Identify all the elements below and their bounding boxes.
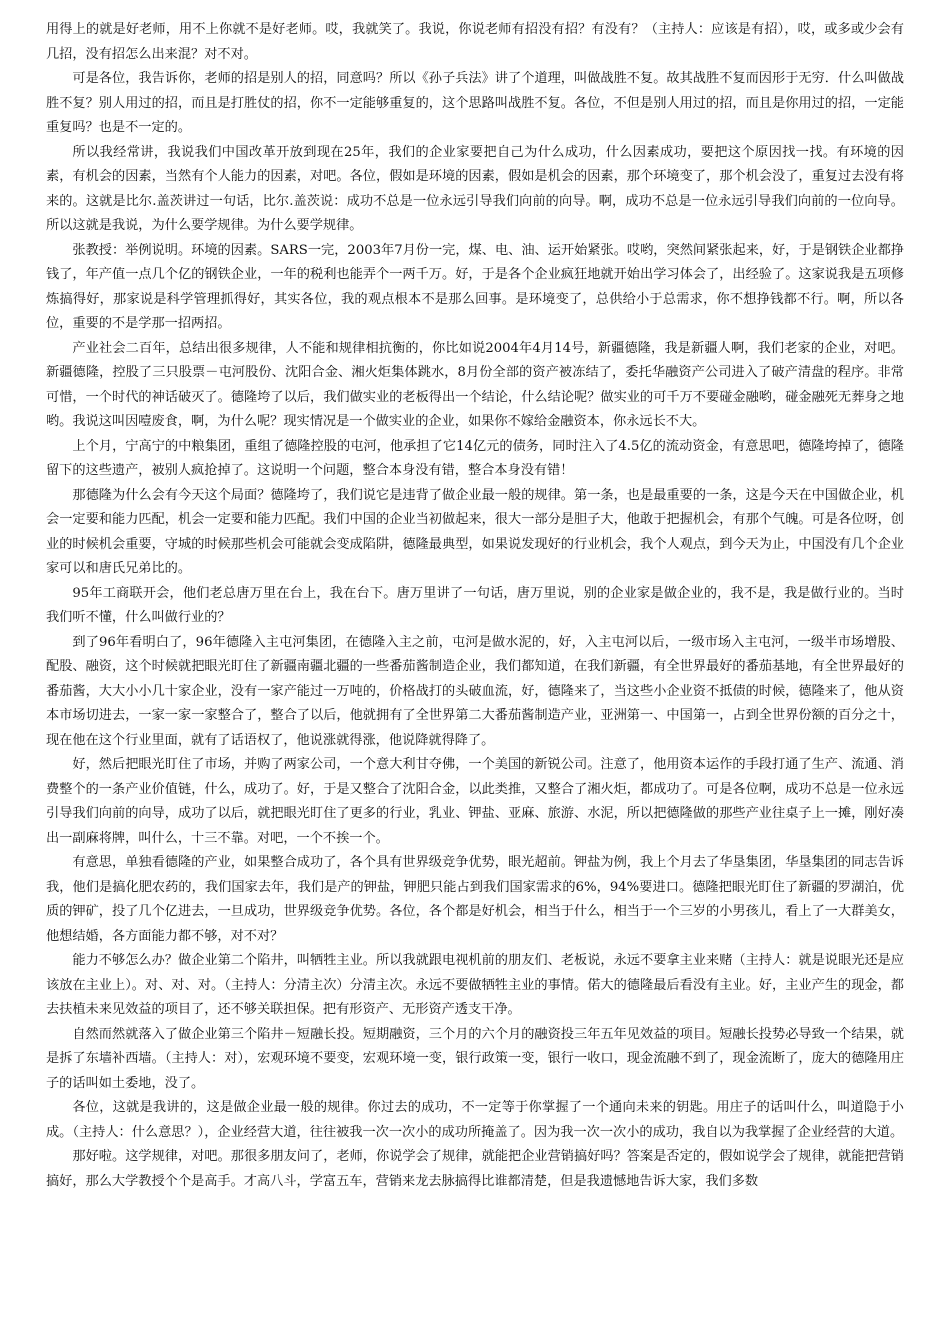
paragraph: 到了96年看明白了，96年德隆入主屯河集团，在德隆入主之前，屯河是做水泥的，好，入主屯河以后，一级市场入主屯河，一级半市场增股、配股、融资，这个时候就把眼光盯住了新疆南疆北疆的一些番茄酱制造企业，我们都知道，在我们新疆，有全世界最好的番茄基地，有全世界最好的番茄酱，大大小小几十家企业，没有一家产能过一万吨的，价格战打的头破血流，好，德隆来了，当这些小企业资不抵债的时候，德隆来了，他从资本市场切进去，一家一家一家整合了，整合了以后，他就拥有了全世界第二大番茄酱制造产业，亚洲第一、中国第一，占到全世界份额的百分之十，现在他在这个行业里面，就有了话语权了，他说涨就得涨，他说降就得降了。: [46, 634, 904, 748]
paragraph: 用得上的就是好老师，用不上你就不是好老师。哎，我就笑了。我说，你说老师有招没有招？有没有？（主持人：应该是有招），哎，或多或少会有几招，没有招怎么出来混？对不对。: [46, 22, 904, 62]
paragraph: 可是各位，我告诉你，老师的招是别人的招，同意吗？所以《孙子兵法》讲了个道理，叫做战胜不复。故其战胜不复而因形于无穷．什么叫做战胜不复？别人用过的招，而且是打胜仗的招，你不一定能够重复的，这个思路叫战胜不复。各位，不但是别人用过的招，而且是你用过的招，一定能重复吗？也是不一定的。: [46, 71, 904, 135]
paragraph: 能力不够怎么办？做企业第二个陷井，叫牺牲主业。所以我就跟电视机前的朋友们、老板说，永远不要拿主业来赌（主持人：就是说眼光还是应该放在主业上）。对、对、对。（主持人：分清主次）分清主次。永远不要做牺牲主业的事情。偌大的德隆最后看没有主业。好，主业产生的现金，都去扶植未来见效益的项目了，还不够关联担保。把有形资产、无形资产透支干净。: [46, 953, 904, 1017]
paragraph: 自然而然就落入了做企业第三个陷井－短融长投。短期融资，三个月的六个月的融资投三年五年见效益的项目。短融长投势必导致一个结果，就是拆了东墙补西墙。（主持人：对），宏观环境不要变，宏观环境一变，银行政策一变，银行一收口，现金流融不到了，现金流断了，庞大的德隆用庄子的话叫如土委地，没了。: [46, 1026, 904, 1091]
paragraph: 上个月，宁高宁的中粮集团，重组了德隆控股的屯河，他承担了它14亿元的债务，同时注入了4.5亿的流动资金，有意思吧，德隆垮掉了，德隆留下的这些遗产，被别人疯抢掉了。这说明一个问题，整合本身没有错，整合本身没有错！: [46, 438, 904, 478]
paragraph: 张教授：举例说明。环境的因素。SARS一完，2003年7月份一完，煤、电、油、运开始紧张。哎哟，突然间紧张起来，好，于是钢铁企业都挣钱了，年产值一点几个亿的钢铁企业，一年的税利也能弄个一两千万。好，于是各个企业疯狂地就开始出学习体会了，出经验了。这家说我是五项修炼搞得好，那家说是科学管理抓得好，其实各位，我的观点根本不是那么回事。是环境变了，总供给小于总需求，你不想挣钱都不行。啊，所以各位，重要的不是学那一招两招。: [46, 242, 904, 331]
paragraph: 所以我经常讲，我说我们中国改革开放到现在25年，我们的企业家要把自己为什么成功，什么因素成功，要把这个原因找一找。有环境的因素，有机会的因素，当然有个人能力的因素，对吧。各位，假如是环境的因素，假如是机会的因素，那个环境变了，那个机会没了，重复过去没有将来的。这就是比尔.盖茨讲过一句话，比尔.盖茨说：成功不总是一位永远引导我们向前的向导。啊，成功不总是一位永远引导我们向前的一位向导。所以这就是我说，为什么要学规律。为什么要学规律。: [46, 144, 904, 233]
paragraph: 95年工商联开会，他们老总唐万里在台上，我在台下。唐万里讲了一句话，唐万里说，别的企业家是做企业的，我不是，我是做行业的。当时我们听不懂，什么叫做行业的？: [46, 585, 904, 625]
paragraph: 各位，这就是我讲的，这是做企业最一般的规律。你过去的成功，不一定等于你掌握了一个通向未来的钥匙。用庄子的话叫什么，叫道隐于小成。（主持人：什么意思？），企业经营大道，往往被我一次一次小的成功所掩盖了。因为我一次一次小的成功，我自以为我掌握了企业经营的大道。: [46, 1100, 904, 1140]
paragraph: 那德隆为什么会有今天这个局面？德隆垮了，我们说它是违背了做企业最一般的规律。第一条，也是最重要的一条，这是今天在中国做企业，机会一定要和能力匹配，机会一定要和能力匹配。我们中国的企业当初做起来，很大一部分是胆子大，他敢于把握机会，有那个气魄。可是各位呀，创业的时候机会重要，守城的时候那些机会可能就会变成陷阱，德隆最典型，如果说发现好的行业机会，我个人观点，到今天为止，中国没有几个企业家可以和唐氏兄弟比的。: [46, 487, 904, 576]
paragraph: 有意思，单独看德隆的产业，如果整合成功了，各个具有世界级竞争优势，眼光超前。钾盐为例，我上个月去了华垦集团，华垦集团的同志告诉我，他们是搞化肥农药的，我们国家去年，我们是产的钾盐，钾肥只能占到我们国家需求的6%，94%要进口。德隆把眼光盯住了新疆的罗湖泊，优质的钾矿，投了几个亿进去，一旦成功，世界级竞争优势。各位，各个都是好机会，相当于什么，相当于一个三岁的小男孩儿，看上了一大群美女，他想结婚，各方面能力都不够，对不对？: [46, 855, 904, 944]
document-page: [46, 18, 904, 1194]
paragraph: 那好啦。这学规律，对吧。那很多朋友问了，老师，你说学会了规律，就能把企业营销搞好吗？答案是否定的，假如说学会了规律，就能把营销搞好，那么大学教授个个是高手。才高八斗，学富五车，营销来龙去脉搞得比谁都清楚，但是我遗憾地告诉大家，我们多数: [46, 1149, 904, 1189]
paragraph: 好，然后把眼光盯住了市场，并购了两家公司，一个意大利甘夺佛，一个美国的新锐公司。注意了，他用资本运作的手段打通了生产、流通、消费整个的一条产业价值链，什么，成功了。好，于是又整合了沈阳合金，以此类推，又整合了湘火炬，都成功了。可是各位啊，成功不总是一位永远引导我们向前的向导，成功了以后，就把眼光盯住了更多的行业，乳业、钾盐、亚麻、旅游、水泥，所以把德隆做的那些产业往桌子上一摊，刚好凑出一副麻将牌，叫什么，十三不靠。对吧，一个不挨一个。: [46, 757, 904, 846]
paragraph: 产业社会二百年，总结出很多规律，人不能和规律相抗衡的，你比如说2004年4月14号，新疆德隆，我是新疆人啊，我们老家的企业，对吧。新疆德隆，控股了三只股票－屯河股份、沈阳合金、湘火炬集体跳水，8月份全部的资产被冻结了，委托华融资产公司进入了破产清盘的程序。非常可惜，一个时代的神话破灭了。德隆垮了以后，我们做实业的老板得出一个结论，什么结论呢？做实业的可千万不要碰金融哟，碰金融死无葬身之地哟。我说这叫因噎废食，啊，为什么呢？现实情况是一个做实业的企业，如果你不嫁给金融资本，你永远长不大。: [46, 340, 904, 429]
